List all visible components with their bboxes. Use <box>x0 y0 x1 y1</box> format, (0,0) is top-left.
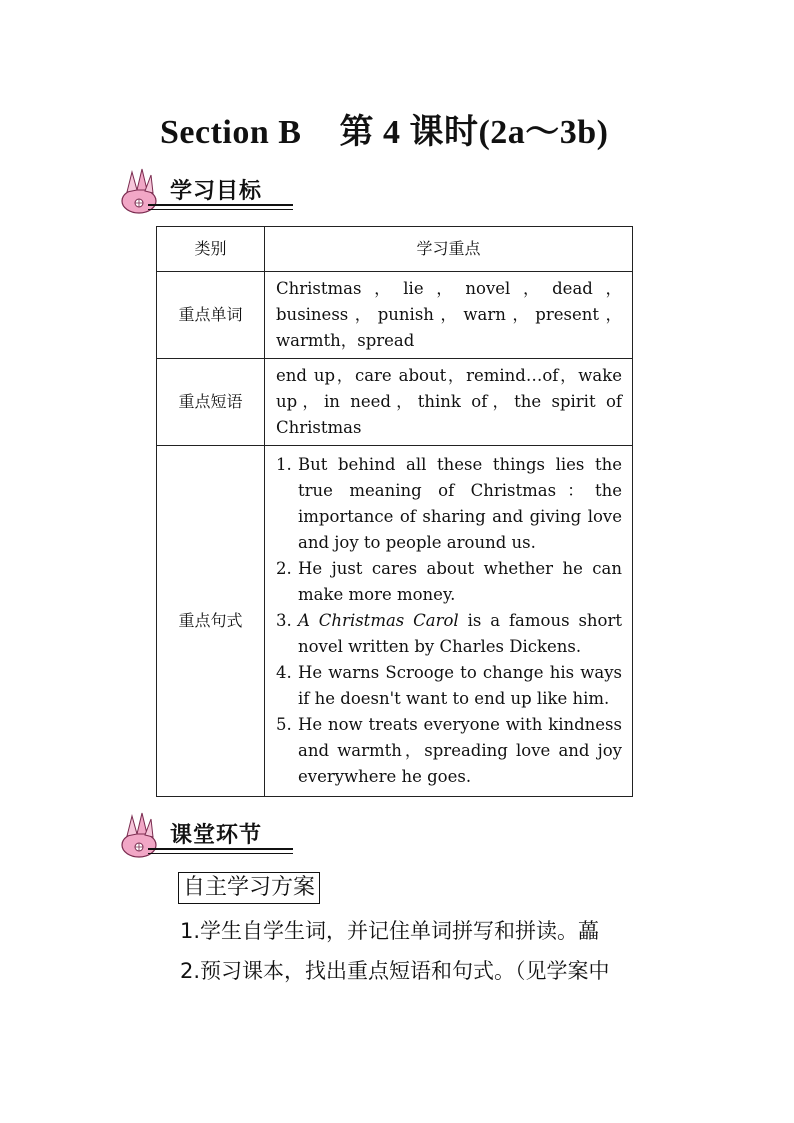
header-category: 类别 <box>157 227 265 272</box>
section-label: 学习目标 <box>170 179 263 204</box>
row-category: 重点短语 <box>157 359 265 446</box>
list-item <box>276 660 622 712</box>
table-row <box>157 359 633 446</box>
row-category: 重点单词 <box>157 272 265 359</box>
table-row <box>157 272 633 359</box>
list-item <box>276 712 622 790</box>
title-section: Section B <box>160 114 302 151</box>
book-title: A Christmas Carol <box>298 611 459 630</box>
divider <box>148 209 293 210</box>
plan-line: 2.预习课本，找出重点短语和句式。（见学案中 <box>180 959 610 983</box>
item-number: 5. <box>276 715 292 734</box>
divider <box>148 848 293 850</box>
header-points: 学习重点 <box>265 227 633 272</box>
row-content: Christmas，lie，novel，dead，business，punish，warn，present，warmth，spread <box>265 272 633 359</box>
row-category: 重点句式 <box>157 446 265 797</box>
section-label: 课堂环节 <box>170 823 263 848</box>
plan-line: 1.学生自学生词，并记住单词拼写和拼读。藟 <box>180 919 600 943</box>
item-text: He warns Scrooge to change his ways if he doesn't want to end up like him. <box>298 663 622 708</box>
item-text: He just cares about whether he can make more money. <box>298 559 622 604</box>
item-number: 1. <box>276 455 292 474</box>
row-content: end up，care about，remind…of，wake up，in need，think of，the spirit of Christmas <box>265 359 633 446</box>
list-item <box>276 452 622 556</box>
divider <box>148 204 293 206</box>
item-text-wrapper <box>298 608 622 660</box>
item-number: 4. <box>276 663 292 682</box>
sentences-list <box>265 446 633 797</box>
section-header-goals <box>118 166 293 216</box>
table-header-row <box>157 227 633 272</box>
learning-goals-table <box>156 226 633 797</box>
title-lesson: 第 4 课时(2a～3b) <box>339 114 609 151</box>
item-text: is a famous short novel written by Charles Dickens. <box>298 611 622 656</box>
section-header-class <box>118 810 293 860</box>
page-title <box>160 104 609 153</box>
self-study-plan-label: 自主学习方案 <box>178 872 320 904</box>
item-text: He now treats everyone with kindness and warmth，spreading love and joy everywhere he goes. <box>298 715 622 786</box>
item-text: But behind all these things lies the true meaning of Christmas：the importance of sharing and giving love and joy to people around us. <box>298 455 622 552</box>
item-number: 2. <box>276 559 292 578</box>
list-item <box>276 608 622 660</box>
table-row <box>157 446 633 797</box>
divider <box>148 853 293 854</box>
list-item <box>276 556 622 608</box>
item-number: 3. <box>276 611 292 630</box>
